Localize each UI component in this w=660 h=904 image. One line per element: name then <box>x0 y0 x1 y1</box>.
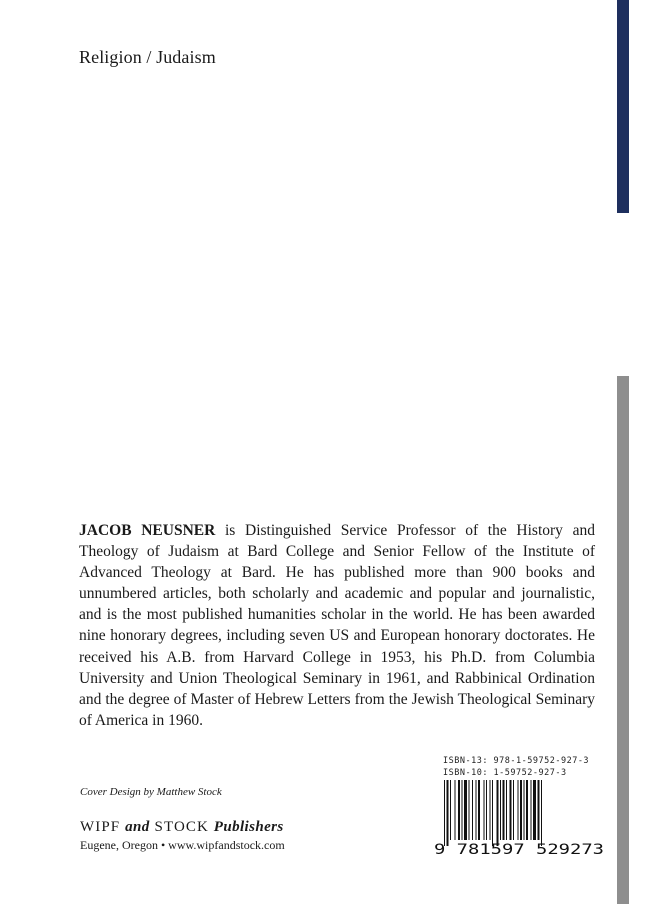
cover-design-credit: Cover Design by Matthew Stock <box>80 786 222 798</box>
publisher-name-part3: Publishers <box>213 819 284 835</box>
barcode-bar <box>462 780 463 840</box>
barcode-bar <box>510 780 512 840</box>
barcode-bar <box>450 780 451 840</box>
barcode-bar <box>444 780 445 846</box>
publisher-location: Eugene, Oregon • www.wipfandstock.com <box>80 838 285 852</box>
barcode-bar <box>526 780 528 840</box>
barcode-bar <box>500 780 501 840</box>
barcode-digits: 9 781597 529273 <box>434 842 604 856</box>
barcode-bar <box>486 780 487 840</box>
barcode-bar <box>524 780 525 840</box>
barcode-bar <box>503 780 505 840</box>
barcode-bar <box>476 780 477 840</box>
publisher-name <box>80 819 284 836</box>
publisher-name-part1: WIPF <box>80 819 121 835</box>
barcode-bar <box>518 780 519 840</box>
spine-color-band-bottom <box>617 376 629 904</box>
barcode-bar <box>492 780 493 846</box>
author-biography <box>79 520 595 731</box>
author-name: JACOB NEUSNER <box>79 522 216 539</box>
barcode-bar <box>506 780 507 840</box>
book-category: Religion / Judaism <box>79 47 216 67</box>
barcode-bar <box>541 780 542 846</box>
barcode-bar <box>478 780 480 840</box>
barcode-bar <box>520 780 522 840</box>
isbn-10: ISBN-10: 1-59752-927-3 <box>443 768 567 778</box>
barcode-bar <box>455 780 456 840</box>
barcode-bar <box>531 780 532 840</box>
barcode-bar <box>472 780 473 840</box>
author-bio-text: is Distinguished Service Professor of the History and Theology of Judaism at Bard College and Senior Fellow of the Institute of Advanced Theology at Bard. He has published more than 900 books and unnumbered articles, both scholarly and academic and popular and journalistic, and is the most published humanities scholar in the world. He has been awarded nine honorary degrees, including seven US and European honorary doctorates. He received his A.B. from Harvard College in 1953, his Ph.D. from Columbia University and Union Theological Seminary in 1961, and Rabbinical Ordination and the degree of Master of Hebrew Letters from the Jewish Theological Seminary of America in 1960. <box>79 522 595 729</box>
isbn-13: ISBN-13: 978-1-59752-927-3 <box>443 756 590 766</box>
spine-color-band-top <box>617 0 629 213</box>
isbn-barcode <box>432 780 608 856</box>
barcode-bar <box>484 780 485 840</box>
publisher-name-and: and <box>125 819 150 835</box>
barcode-bar <box>497 780 499 846</box>
barcode-bar <box>458 780 460 840</box>
barcode-bars <box>444 780 542 846</box>
barcode-bar <box>447 780 449 846</box>
barcode-bar <box>490 780 491 840</box>
barcode-bar <box>464 780 467 840</box>
barcode-bar <box>513 780 514 840</box>
publisher-name-part2: STOCK <box>154 819 209 835</box>
barcode-bar <box>469 780 470 840</box>
barcode-bar <box>533 780 536 840</box>
barcode-bar <box>538 780 540 840</box>
